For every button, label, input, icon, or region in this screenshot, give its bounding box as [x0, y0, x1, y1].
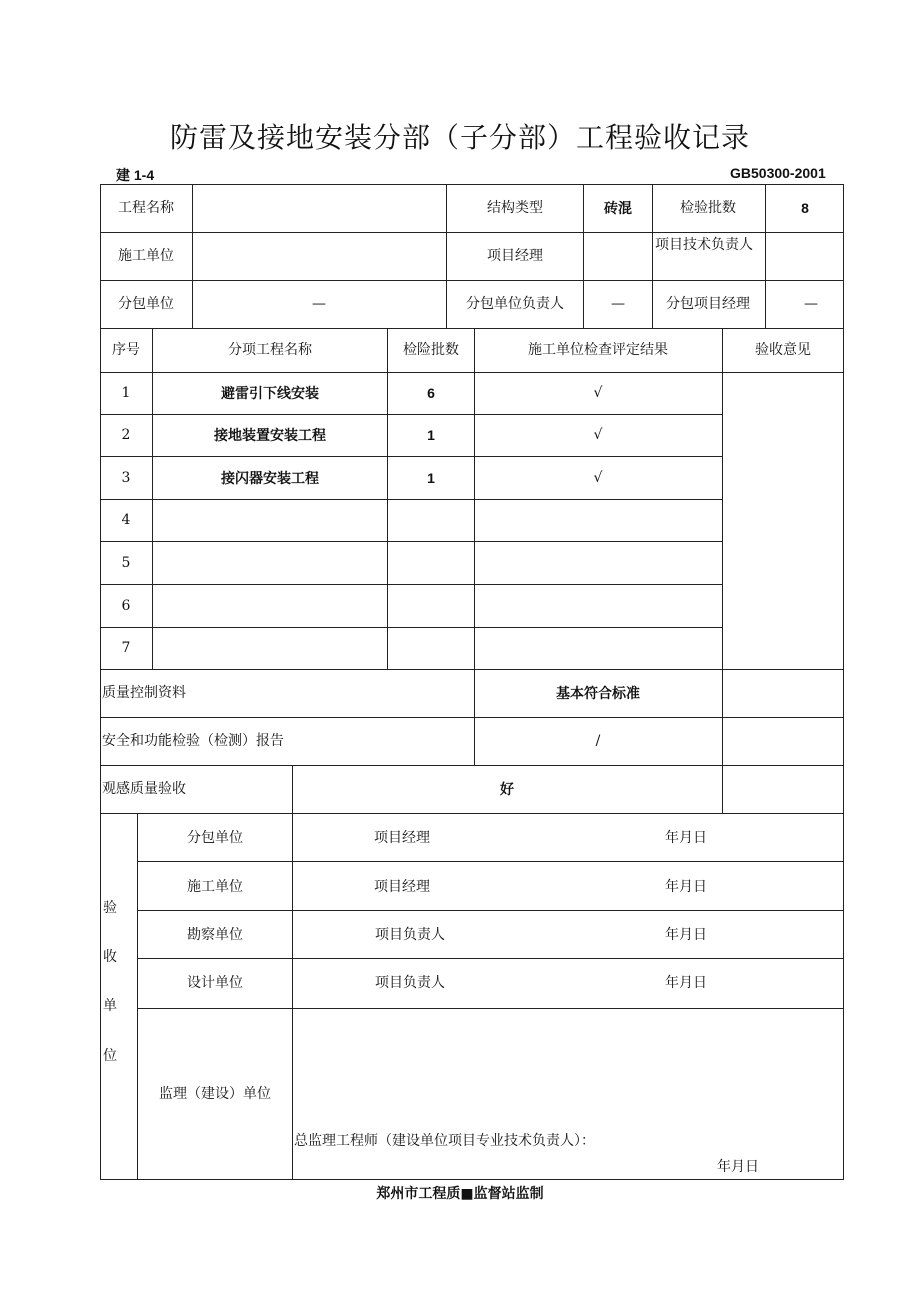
supervisor-unit: 监理（建设）单位	[159, 1086, 271, 1102]
subcontractor-value: —	[312, 296, 326, 312]
col-header-result: 施工单位检查评定结果	[528, 342, 668, 358]
row-name: 接闪器安装工程	[221, 470, 319, 486]
sub-pm-value: —	[804, 296, 818, 312]
col-header-no: 序号	[112, 342, 140, 358]
unit-name: 分包单位	[187, 830, 243, 846]
sub-pm-label: 分包项目经理	[666, 296, 750, 312]
unit-role: 项目负责人	[375, 975, 445, 991]
footer-issuer: 郑州市工程质■监督站监制	[376, 1186, 544, 1202]
standard-code: GB50300-2001	[730, 165, 826, 181]
quality-docs-value: 基本符合标准	[556, 685, 640, 701]
project-name-label: 工程名称	[118, 200, 174, 216]
col-header-name: 分项工程名称	[228, 342, 312, 358]
appearance-label: 观感质量验收	[102, 781, 186, 797]
row-no: 5	[121, 555, 131, 571]
row-result: √	[593, 385, 603, 401]
row-name: 避雷引下线安装	[221, 385, 319, 401]
sub-lead-label: 分包单位负责人	[466, 296, 564, 312]
form-code: 建 1-4	[116, 167, 155, 183]
row-no: 2	[121, 427, 131, 443]
supervisor-role: 总监理工程师（建设单位项目专业技术负责人）：	[294, 1133, 595, 1149]
project-manager-label: 项目经理	[487, 248, 543, 264]
unit-date: 年月日	[665, 830, 707, 846]
row-count: 1	[427, 470, 435, 486]
unit-role: 项目负责人	[375, 927, 445, 943]
contractor-label: 施工单位	[118, 248, 174, 264]
safety-report-label: 安全和功能检验（检测）报告	[102, 733, 284, 749]
inspection-batch-value: 8	[801, 200, 809, 216]
row-no: 6	[121, 598, 131, 614]
row-result: √	[593, 470, 603, 486]
quality-docs-label: 质量控制资料	[102, 685, 186, 701]
inspection-batch-label: 检验批数	[680, 200, 736, 216]
subcontractor-label: 分包单位	[118, 296, 174, 312]
unit-role: 项目经理	[374, 879, 430, 895]
acceptance-side-label: 单	[103, 998, 117, 1014]
unit-name: 勘察单位	[187, 927, 243, 943]
page-title: 防雷及接地安装分部（子分部）工程验收记录	[169, 121, 750, 154]
structure-type-value: 砖混	[604, 200, 632, 216]
supervisor-date: 年月日	[717, 1159, 759, 1175]
unit-name: 设计单位	[187, 975, 243, 991]
unit-name: 施工单位	[187, 879, 243, 895]
tech-lead-label: 项目技术负责人	[655, 237, 753, 253]
unit-date: 年月日	[665, 879, 707, 895]
row-result: √	[593, 427, 603, 443]
row-name: 接地装置安装工程	[214, 427, 326, 443]
row-count: 6	[427, 385, 435, 401]
col-header-count: 检险批数	[403, 342, 459, 358]
appearance-value: 好	[500, 781, 514, 797]
unit-date: 年月日	[665, 975, 707, 991]
acceptance-side-label: 验	[103, 900, 117, 916]
safety-report-value: /	[595, 733, 601, 749]
row-no: 3	[121, 470, 131, 486]
row-no: 4	[121, 512, 131, 528]
sub-lead-value: —	[611, 296, 625, 312]
col-header-opinion: 验收意见	[755, 342, 811, 358]
unit-date: 年月日	[665, 927, 707, 943]
acceptance-side-label: 收	[103, 949, 117, 965]
acceptance-side-label: 位	[103, 1048, 117, 1064]
structure-type-label: 结构类型	[487, 200, 543, 216]
row-no: 1	[121, 385, 131, 401]
table-border	[101, 185, 844, 1180]
row-no: 7	[121, 640, 131, 656]
unit-role: 项目经理	[374, 830, 430, 846]
row-count: 1	[427, 427, 435, 443]
